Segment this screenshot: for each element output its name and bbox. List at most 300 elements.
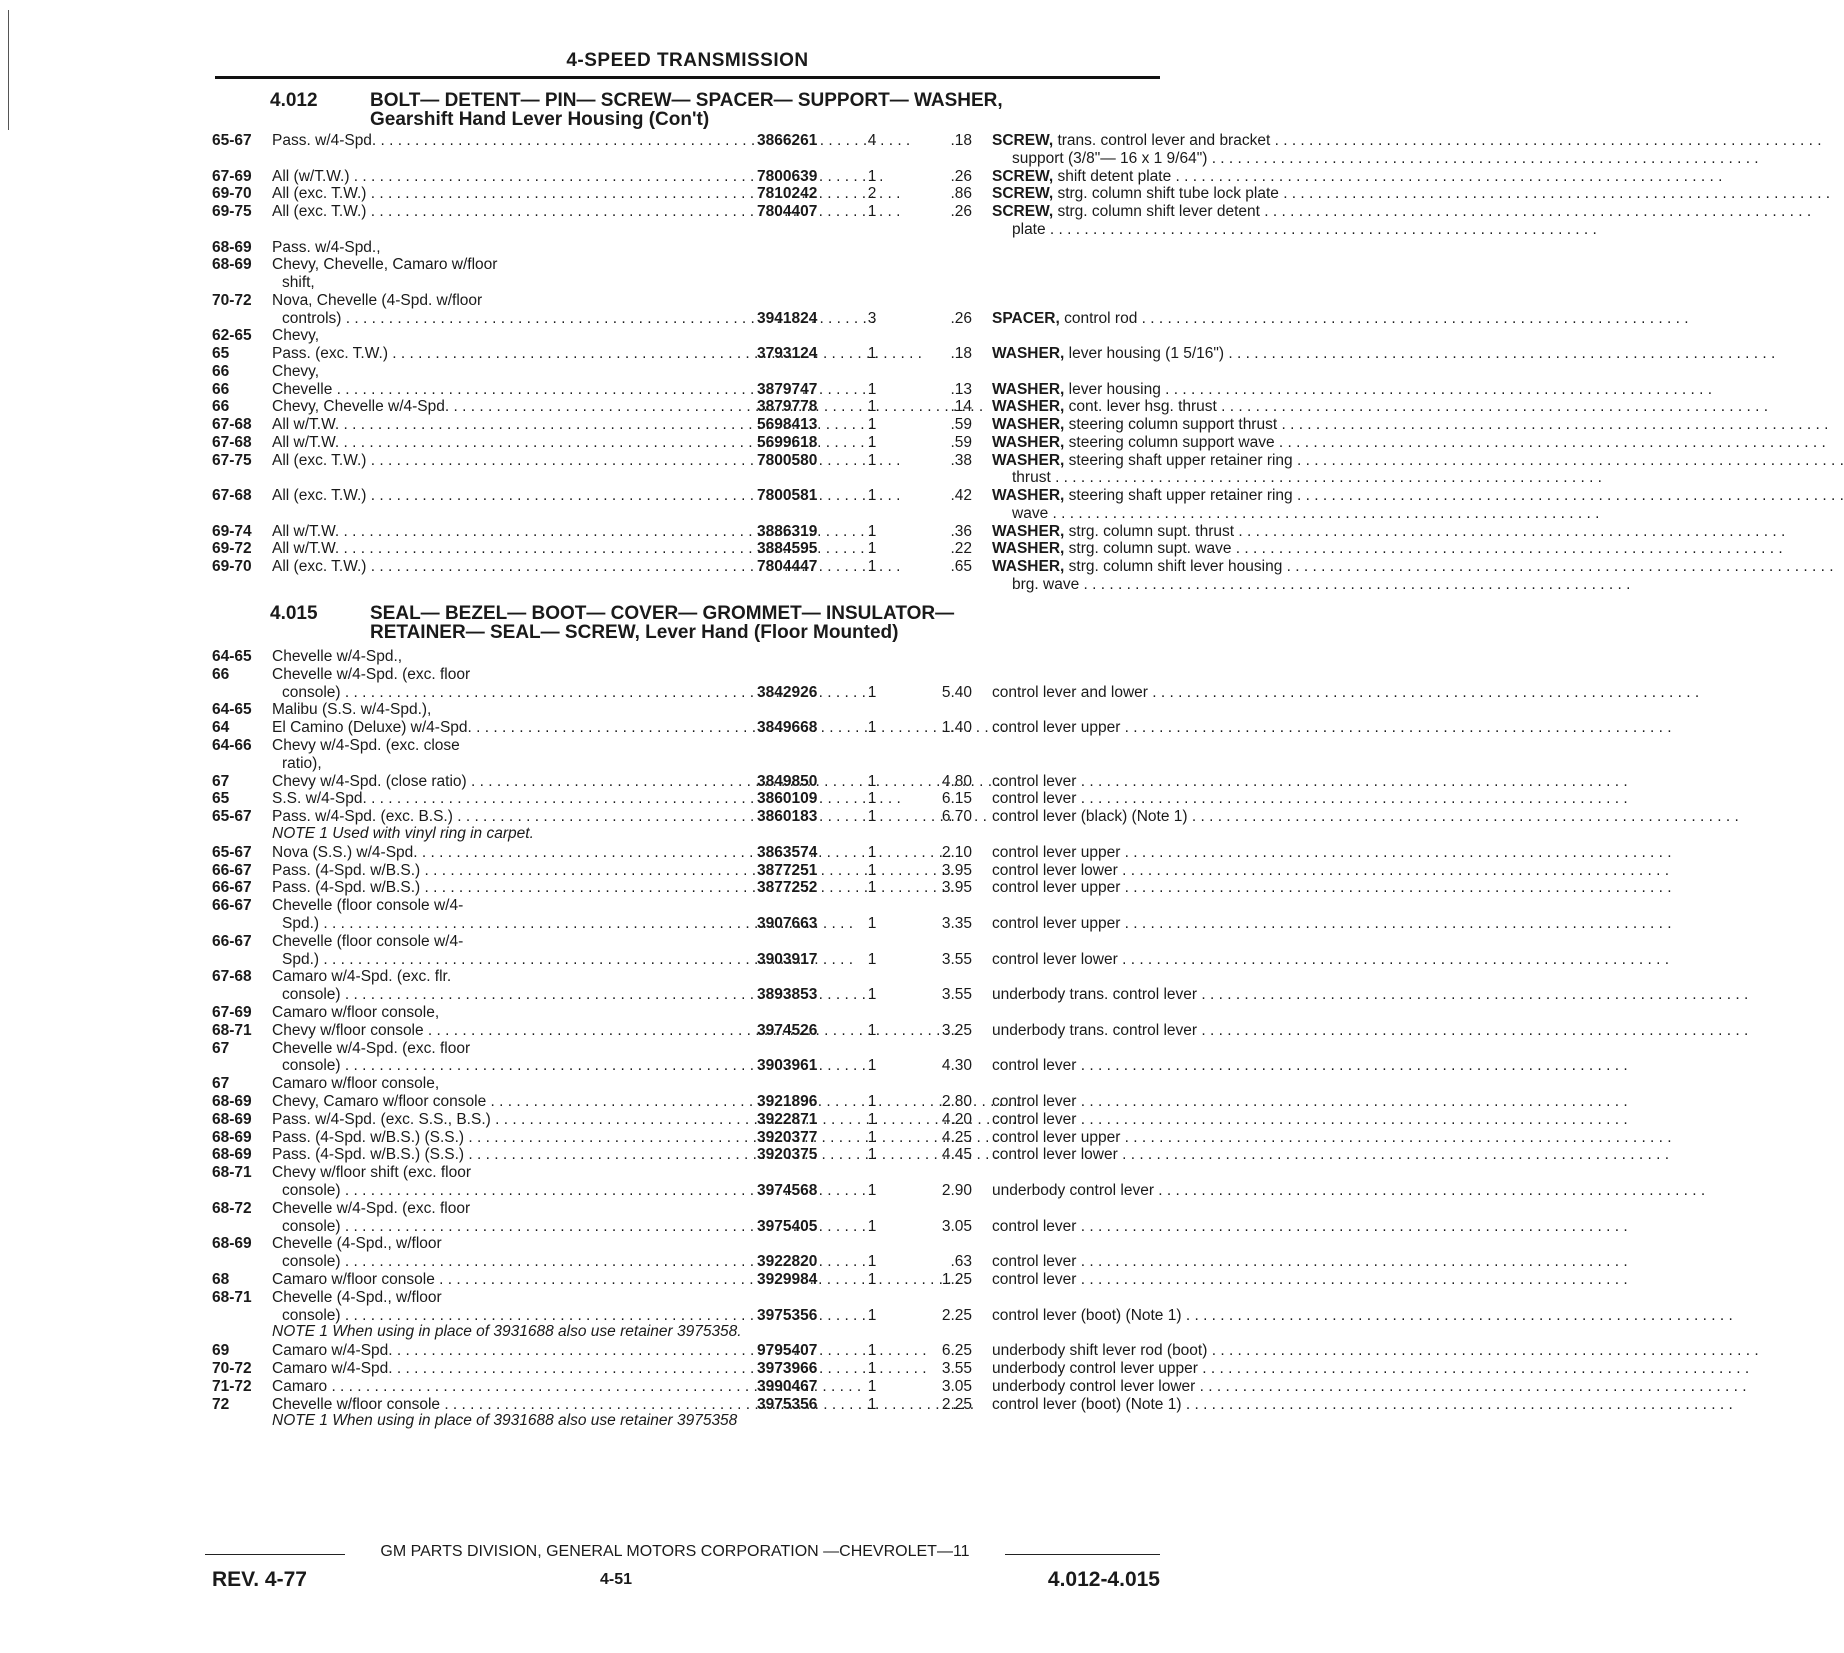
- quantity: 1: [867, 879, 877, 897]
- description: control lever . . .: [992, 1217, 1367, 1236]
- application: Chevy w/4-Spd. (close ratio) . . .: [272, 772, 744, 791]
- part-number: 7804447: [757, 558, 818, 575]
- description: control lever upper . . .: [992, 843, 1367, 862]
- part-number: 3920375: [757, 1146, 818, 1164]
- model-years: 62-65: [212, 327, 252, 345]
- model-years: 72: [212, 1395, 230, 1413]
- table-row: [212, 665, 1160, 684]
- table-row: [212, 754, 1160, 773]
- part-number: 3941824: [757, 309, 818, 327]
- price: .59: [950, 433, 972, 451]
- description: control lever . . .: [992, 1056, 1367, 1075]
- description: control lever . . .: [992, 1252, 1367, 1271]
- quantity: 1: [867, 1093, 877, 1110]
- quantity: 1: [867, 1377, 877, 1395]
- application: console) . . .: [282, 1306, 744, 1325]
- table-row: [212, 557, 1283, 576]
- section-title-line1: BOLT— DETENT— PIN— SCREW— SPACER— SUPPORT— WASHER,: [370, 90, 1003, 111]
- quantity: 1: [867, 1395, 877, 1413]
- price: 6.15: [941, 790, 972, 808]
- application: All w/T.W. . . .: [272, 539, 744, 558]
- quantity: 1: [867, 915, 877, 932]
- description: control lever . . .: [992, 1092, 1367, 1111]
- price: .26: [950, 309, 972, 327]
- section-title-line2: RETAINER— SEAL— SCREW, Lever Hand (Floor Mounted): [370, 622, 899, 643]
- application: Chevelle w/4-Spd.,: [272, 648, 403, 665]
- model-years: 68-69: [212, 1093, 252, 1110]
- quantity: 1: [867, 1021, 877, 1039]
- application: Nova, Chevelle (4-Spd. w/floor: [272, 291, 483, 309]
- application: Chevy, Chevelle, Camaro w/floor: [272, 256, 498, 274]
- model-years: 67: [212, 1075, 230, 1093]
- table-row: [212, 539, 1232, 558]
- price: .22: [950, 540, 972, 558]
- part-number: 3884595: [757, 540, 818, 558]
- table-row: [212, 1199, 1160, 1218]
- application: Chevy,: [272, 327, 320, 345]
- price: .18: [950, 132, 972, 149]
- table-row: [212, 967, 1160, 986]
- part-number: 7800581: [757, 487, 818, 504]
- quantity: 1: [867, 719, 877, 737]
- application: Chevelle w/4-Spd. (exc. floor: [272, 1199, 471, 1217]
- model-years: 69-72: [212, 540, 252, 558]
- model-years: 67-68: [212, 487, 252, 504]
- table-row: [212, 1395, 1182, 1414]
- application: Chevelle (4-Spd., w/floor: [272, 1288, 442, 1306]
- description-keyword: SCREW,: [992, 203, 1054, 220]
- quantity: 1: [867, 487, 877, 504]
- description: WASHER, lever housing (1 5/16") . . .: [992, 344, 1367, 363]
- table-row: [212, 504, 1160, 523]
- price: 2.25: [941, 1306, 972, 1324]
- table-row: [212, 1377, 1196, 1396]
- application: El Camino (Deluxe) w/4-Spd. . . .: [272, 718, 744, 737]
- model-years: 69-74: [212, 522, 252, 540]
- application: Chevelle (floor console w/4-: [272, 932, 464, 950]
- table-row: [212, 202, 1260, 221]
- description-keyword: WASHER,: [992, 433, 1065, 451]
- price: 3.55: [941, 986, 972, 1004]
- page-header: [215, 50, 1160, 79]
- table-row: [212, 468, 1160, 487]
- quantity: 1: [867, 433, 877, 451]
- model-years: 64-66: [212, 737, 252, 754]
- model-years: 68-71: [212, 1288, 252, 1306]
- model-years: 69-70: [212, 558, 252, 575]
- description: WASHER, steering column support wave . . .: [992, 433, 1367, 452]
- part-number: 9795407: [757, 1342, 818, 1360]
- table-row: [212, 1306, 1182, 1325]
- price: .38: [950, 451, 972, 469]
- table-row: [212, 1092, 1160, 1111]
- quantity: 1: [867, 986, 877, 1004]
- application: console) . . .: [282, 1252, 744, 1271]
- part-number: 3860183: [757, 808, 818, 826]
- description: SCREW, strg. column shift lever detent . . .: [992, 202, 1367, 221]
- application: All w/T.W. . . .: [272, 522, 744, 541]
- application: All w/T.W. . . .: [272, 433, 744, 452]
- price: 5.40: [941, 683, 972, 701]
- quantity: 1: [867, 843, 877, 861]
- application: All (exc. T.W.) . . .: [272, 557, 744, 576]
- application: Chevelle w/4-Spd. (exc. floor: [272, 1039, 471, 1057]
- part-number: 3975356: [757, 1306, 818, 1324]
- table-row: [212, 932, 1160, 951]
- description-keyword: WASHER,: [992, 398, 1065, 416]
- description: underbody control lever . . .: [992, 1181, 1367, 1200]
- model-years: 66: [212, 665, 230, 683]
- description: plate . . .: [1012, 220, 1367, 239]
- table-row: [212, 950, 1160, 969]
- application: Spd.) . . .: [282, 950, 744, 969]
- model-years: 68-69: [212, 1128, 252, 1146]
- part-number: 3877252: [757, 879, 818, 897]
- application: Camaro w/4-Spd. (exc. flr.: [272, 968, 452, 986]
- part-number: 3922820: [757, 1253, 818, 1271]
- application: Camaro w/floor console . . .: [272, 1270, 744, 1289]
- model-years: 66: [212, 362, 230, 380]
- price: 6.25: [941, 1342, 972, 1360]
- table-row: [212, 736, 1160, 755]
- table-row: [212, 700, 1160, 719]
- model-years: 68-69: [212, 1146, 252, 1164]
- description: SCREW, strg. column shift tube lock plate . . .: [992, 184, 1367, 203]
- price: 4.80: [941, 772, 972, 790]
- scan-edge-line: [8, 10, 9, 130]
- footer-section-range: 4.012-4.015: [1047, 1568, 1160, 1591]
- quantity: 1: [867, 1306, 877, 1324]
- table-row: [212, 1217, 1160, 1236]
- part-number: 3849668: [757, 719, 818, 737]
- footer-publisher: GM PARTS DIVISION, GENERAL MOTORS CORPORATION —CHEVROLET—11: [380, 1543, 970, 1560]
- table-row: [212, 683, 1160, 702]
- table-row: [212, 273, 1160, 292]
- application: Camaro w/floor console,: [272, 1075, 440, 1093]
- table-row: [212, 718, 1160, 737]
- table-row: [212, 985, 1198, 1004]
- description-keyword: SCREW,: [992, 185, 1054, 203]
- quantity: 1: [867, 1217, 877, 1235]
- table-row: [212, 861, 1160, 880]
- model-years: 68-71: [212, 1021, 252, 1039]
- price: 3.95: [941, 861, 972, 879]
- description-keyword: WASHER,: [992, 558, 1065, 575]
- application: Chevy w/4-Spd. (exc. close: [272, 737, 460, 754]
- quantity: 1: [867, 772, 877, 790]
- model-years: 65: [212, 345, 230, 362]
- quantity: 1: [867, 540, 877, 558]
- table-row: [212, 1039, 1160, 1058]
- quantity: 1: [867, 203, 877, 220]
- description: control lever upper . . .: [992, 914, 1367, 933]
- model-years: 66-67: [212, 897, 252, 915]
- part-number: 3903961: [757, 1057, 818, 1075]
- application: controls) . . .: [282, 309, 744, 328]
- model-years: 68-69: [212, 1235, 252, 1253]
- description: WASHER, steering column support thrust . . .: [992, 415, 1367, 434]
- description: WASHER, lever housing . . .: [992, 380, 1367, 399]
- page-title: 4-SPEED TRANSMISSION: [566, 50, 809, 71]
- part-number: 3863574: [757, 843, 818, 861]
- application: S.S. w/4-Spd. . . .: [272, 789, 744, 808]
- price: 3.25: [941, 1021, 972, 1039]
- application: Chevy w/floor console . . .: [272, 1021, 744, 1040]
- description: control lever lower . . .: [992, 950, 1367, 969]
- table-row: [212, 772, 1160, 791]
- model-years: 65-67: [212, 132, 252, 149]
- part-number: 3920377: [757, 1128, 818, 1146]
- description: WASHER, strg. column supt. wave . . .: [992, 539, 1367, 558]
- application: Camaro w/4-Spd. . . .: [272, 1341, 744, 1360]
- price: .18: [950, 345, 972, 362]
- price: 4.45: [941, 1146, 972, 1164]
- description: support (3/8"— 16 x 1 9/64") . . .: [1012, 149, 1367, 168]
- description: WASHER, steering shaft upper retainer ring . . .: [992, 451, 1367, 470]
- quantity: 1: [867, 345, 877, 362]
- table-row: [212, 1003, 1160, 1022]
- model-years: 67-68: [212, 968, 252, 986]
- application: Pass. (exc. T.W.) . . .: [272, 344, 744, 363]
- price: 6.70: [941, 808, 972, 826]
- model-years: 70-72: [212, 291, 252, 309]
- model-years: 69-70: [212, 185, 252, 203]
- application: Pass. (4-Spd. w/B.S.) . . .: [272, 861, 744, 880]
- section-heading-4012: [270, 91, 1003, 129]
- table-row: [212, 433, 1275, 452]
- section-title-line2: Gearshift Hand Lever Housing (Con't): [370, 109, 710, 130]
- model-years: 65: [212, 790, 230, 808]
- application: Pass. w/4-Spd. . . .: [272, 131, 744, 150]
- price: 3.05: [941, 1217, 972, 1235]
- application: Pass. (4-Spd. w/B.S.) (S.S.) . . .: [272, 1128, 744, 1147]
- table-row: [212, 291, 1160, 310]
- table-row: [212, 1234, 1160, 1253]
- price: 2.25: [941, 1395, 972, 1413]
- description: control lever (boot) (Note 1) . . .: [992, 1395, 1367, 1414]
- application: Pass. (4-Spd. w/B.S.) . . .: [272, 878, 744, 897]
- part-number: 3849850: [757, 772, 818, 790]
- price: .42: [950, 487, 972, 504]
- price: 3.55: [941, 950, 972, 968]
- description: control lever upper . . .: [992, 1128, 1367, 1147]
- quantity: 1: [867, 1110, 877, 1128]
- application: Pass. (4-Spd. w/B.S.) (S.S.) . . .: [272, 1145, 744, 1164]
- description: control lever . . .: [992, 789, 1367, 808]
- section-number: 4.012: [270, 90, 318, 111]
- table-row: [212, 131, 1271, 150]
- quantity: 1: [867, 167, 877, 185]
- application: Chevelle w/floor console . . .: [272, 1395, 744, 1414]
- description: control lever . . .: [992, 1270, 1367, 1289]
- description: control lever upper . . .: [992, 718, 1367, 737]
- part-number: 7804407: [757, 203, 818, 220]
- part-number: 7800580: [757, 451, 818, 469]
- description-keyword: WASHER,: [992, 540, 1065, 558]
- model-years: 65-67: [212, 808, 252, 826]
- model-years: 66-67: [212, 861, 252, 879]
- table-row: [212, 167, 1172, 186]
- table-row: [212, 1021, 1198, 1040]
- model-years: 64-65: [212, 648, 252, 665]
- part-number: 3793124: [757, 345, 818, 362]
- application: Malibu (S.S. w/4-Spd.),: [272, 701, 432, 719]
- model-years: 67-68: [212, 433, 252, 451]
- model-years: 64-65: [212, 701, 252, 719]
- description-keyword: SPACER,: [992, 309, 1060, 327]
- table-row: [212, 914, 1160, 933]
- part-number: 3973966: [757, 1360, 818, 1377]
- table-row: [212, 843, 1160, 862]
- quantity: 1: [867, 1360, 877, 1377]
- price: .36: [950, 522, 972, 540]
- model-years: 69-75: [212, 203, 252, 220]
- part-number: 3860109: [757, 790, 818, 808]
- model-years: 67: [212, 772, 230, 790]
- application: Chevelle w/4-Spd. (exc. floor: [272, 665, 471, 683]
- table-note: NOTE 1 Used with vinyl ring in carpet.: [272, 825, 534, 842]
- part-number: 3886319: [757, 522, 818, 540]
- quantity: 1: [867, 558, 877, 575]
- description: underbody control lever upper . . .: [992, 1359, 1367, 1378]
- part-number: 3866261: [757, 132, 818, 149]
- application: shift,: [282, 274, 315, 291]
- description-keyword: WASHER,: [992, 522, 1065, 540]
- part-number: 7810242: [757, 185, 818, 203]
- price: .63: [950, 1253, 972, 1271]
- price: 2.10: [941, 843, 972, 861]
- model-years: 68-72: [212, 1199, 252, 1217]
- price: 2.80: [941, 1093, 972, 1110]
- part-number: 3842926: [757, 683, 818, 701]
- application: Camaro . . .: [272, 1377, 744, 1396]
- model-years: 67-69: [212, 167, 252, 185]
- description: WASHER, strg. column shift lever housing . . .: [992, 557, 1367, 576]
- model-years: 68: [212, 1271, 230, 1288]
- price: 3.95: [941, 879, 972, 897]
- section-title-line1: SEAL— BEZEL— BOOT— COVER— GROMMET— INSULATOR—: [370, 603, 955, 624]
- model-years: 68-69: [212, 238, 252, 256]
- description: underbody trans. control lever . . .: [992, 1021, 1367, 1040]
- part-number: 3990467: [757, 1377, 818, 1395]
- model-years: 68-71: [212, 1164, 252, 1182]
- table-row: [212, 184, 1279, 203]
- table-row: [212, 1288, 1160, 1307]
- table-row: [212, 1110, 1160, 1129]
- quantity: 1: [867, 1128, 877, 1146]
- description: underbody control lever lower . . .: [992, 1377, 1367, 1396]
- quantity: 1: [867, 522, 877, 540]
- table-row: [212, 309, 1160, 328]
- application: ratio),: [282, 754, 322, 772]
- part-number: 3975405: [757, 1217, 818, 1235]
- table-row: [212, 1359, 1198, 1378]
- table-row: [212, 522, 1235, 541]
- quantity: 1: [867, 380, 877, 398]
- table-row: [212, 486, 1293, 505]
- part-number: 3893853: [757, 986, 818, 1004]
- description: brg. wave . . .: [1012, 575, 1367, 594]
- description-keyword: WASHER,: [992, 416, 1065, 433]
- table-row: [212, 220, 1160, 239]
- price: 1.40: [941, 719, 972, 737]
- application: All (exc. T.W.) . . .: [272, 486, 744, 505]
- section-heading-4015: [270, 604, 954, 642]
- application: Chevelle . . .: [272, 380, 744, 399]
- part-number: 3879747: [757, 380, 818, 398]
- application: Spd.) . . .: [282, 914, 744, 933]
- model-years: 67-75: [212, 451, 252, 469]
- footer-rule-right: [1005, 1554, 1160, 1555]
- quantity: 3: [867, 309, 877, 327]
- model-years: 68-69: [212, 1110, 252, 1128]
- table-row: [212, 397, 1217, 416]
- description-keyword: WASHER,: [992, 451, 1065, 469]
- application: Pass. w/4-Spd. (exc. S.S., B.S.) . . .: [272, 1110, 744, 1129]
- section-number: 4.015: [270, 603, 318, 624]
- application: All (exc. T.W.) . . .: [272, 202, 744, 221]
- table-row: [212, 807, 1188, 826]
- description: wave . . .: [1012, 504, 1367, 523]
- application: All (exc. T.W.) . . .: [272, 451, 744, 470]
- price: .26: [950, 203, 972, 220]
- table-row: [212, 415, 1278, 434]
- description: control lever and lower . . .: [992, 683, 1367, 702]
- quantity: 2: [867, 185, 877, 203]
- quantity: 1: [867, 416, 877, 433]
- application: Nova (S.S.) w/4-Spd. . . .: [272, 843, 744, 862]
- price: 4.20: [941, 1110, 972, 1128]
- part-number: 3907663: [757, 915, 818, 932]
- description-keyword: WASHER,: [992, 487, 1065, 504]
- table-row: [212, 896, 1160, 915]
- price: 2.90: [941, 1182, 972, 1199]
- application: console) . . .: [282, 683, 744, 702]
- application: Chevy, Chevelle w/4-Spd. . . .: [272, 397, 744, 416]
- application: console) . . .: [282, 1181, 744, 1200]
- price: .65: [950, 558, 972, 575]
- model-years: 66: [212, 398, 230, 416]
- part-number: 5699618: [757, 433, 818, 451]
- model-years: 66-67: [212, 879, 252, 897]
- model-years: 70-72: [212, 1360, 252, 1377]
- description-keyword: WASHER,: [992, 380, 1065, 398]
- table-row: [212, 255, 1160, 274]
- table-row: [212, 1163, 1160, 1182]
- footer-page-number: 4-51: [600, 1571, 633, 1588]
- description: control lever (boot) (Note 1) . . .: [992, 1306, 1367, 1325]
- quantity: 1: [867, 808, 877, 826]
- part-number: 3903917: [757, 950, 818, 968]
- description: control lever upper . . .: [992, 878, 1367, 897]
- application: Chevelle (4-Spd., w/floor: [272, 1235, 442, 1253]
- application: Chevy w/floor shift (exc. floor: [272, 1164, 471, 1182]
- table-row: [212, 1181, 1160, 1200]
- table-row: [212, 789, 1160, 808]
- price: .59: [950, 416, 972, 433]
- description: control lever . . .: [992, 772, 1367, 791]
- model-years: 69: [212, 1342, 230, 1360]
- footer-revision: REV. 4-77: [212, 1568, 307, 1591]
- table-note: NOTE 1 When using in place of 3931688 also use retainer 3975358: [272, 1412, 738, 1430]
- quantity: 1: [867, 1057, 877, 1075]
- price: .14: [950, 398, 972, 416]
- application: Pass. w/4-Spd.,: [272, 238, 381, 256]
- table-row: [212, 1252, 1160, 1271]
- model-years: 67: [212, 1039, 230, 1057]
- application: console) . . .: [282, 1056, 744, 1075]
- model-years: 64: [212, 719, 230, 737]
